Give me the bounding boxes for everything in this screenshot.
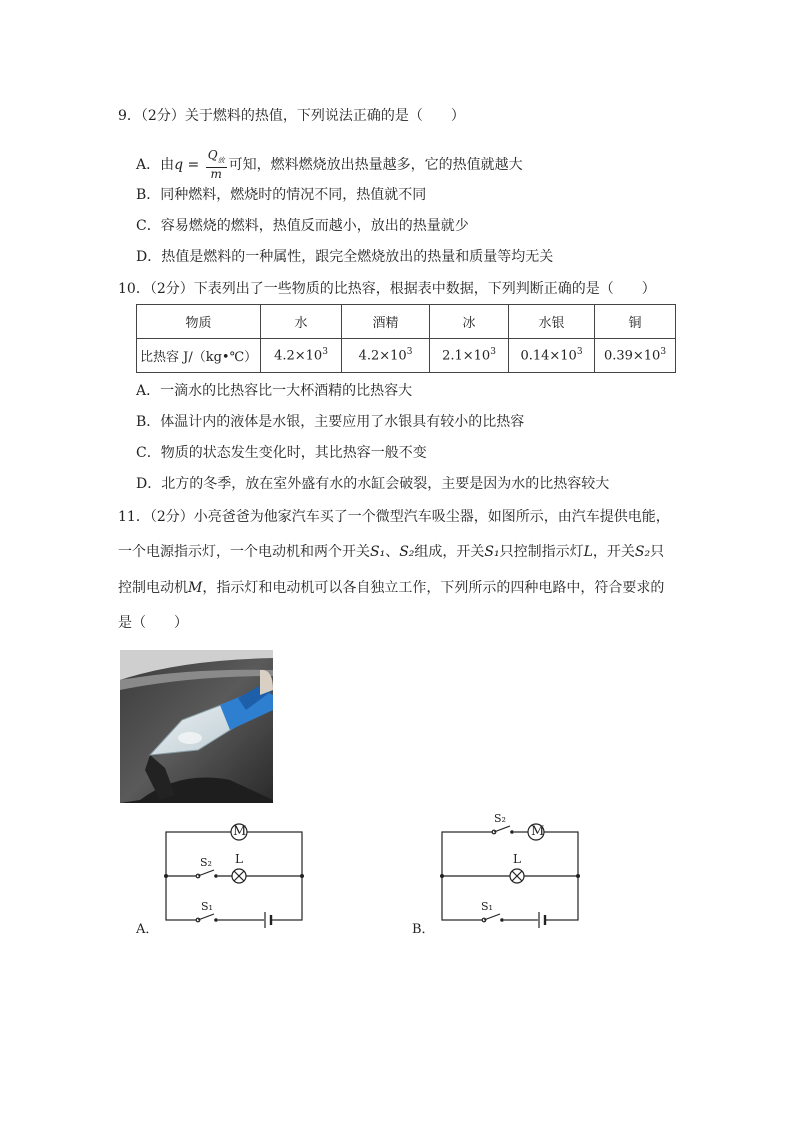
circuit-diagram-b xyxy=(436,818,586,934)
table-header-cell: 水 xyxy=(261,305,342,339)
q10-option-b: B．体温计内的液体是水银，主要应用了水银具有较小的比热容 xyxy=(136,414,525,430)
q9-option-c: C．容易燃烧的燃料，热值反而越小，放出的热量就少 xyxy=(136,218,469,234)
q9-stem: 9．（2分）关于燃料的热值，下列说法正确的是（ ） xyxy=(118,108,465,124)
circuit-a-lamp-label: L xyxy=(235,852,243,866)
circuit-a-s1-label: S₁ xyxy=(201,900,213,913)
q9-option-d: D．热值是燃料的一种属性，跟完全燃烧放出的热量和质量等均无关 xyxy=(136,249,554,265)
q9-option-b: B．同种燃料，燃烧时的情况不同，热值就不同 xyxy=(136,187,427,203)
q11-line-1: 11．（2分）小亮爸爸为他家汽车买了一个微型汽车吸尘器，如图所示，由汽车提供电能， xyxy=(118,509,670,525)
table-header-cell: 水银 xyxy=(509,305,595,339)
table-cell: $4.2\times 10^3$ xyxy=(342,339,430,373)
circuit-a-s2-label: S₂ xyxy=(200,856,212,869)
specific-heat-table xyxy=(136,304,676,373)
table-header-cell: 铜 xyxy=(595,305,676,339)
q11-line-4: 是（ ） xyxy=(118,615,188,631)
table-header-row xyxy=(137,305,676,339)
option-a-label: A． xyxy=(136,922,159,937)
q10-option-d: D．北方的冬季，放在室外盛有水的水缸会破裂，主要是因为水的比热容较大 xyxy=(136,476,610,492)
circuit-b-s2-label: S₂ xyxy=(494,812,506,825)
table-cell: $0.14\times 10^3$ xyxy=(509,339,595,373)
table-header-cell: 物质 xyxy=(137,305,261,339)
car-vacuum-photo xyxy=(120,650,273,803)
table-header-cell: 冰 xyxy=(430,305,509,339)
option-b-label: B． xyxy=(412,922,435,937)
q11-line-2: 一个电源指示灯，一个电动机和两个开关S₁、S₂组成，开关S₁只控制指示灯L，开关S₂只 xyxy=(118,544,665,560)
table-cell: $4.2\times 10^3$ xyxy=(261,339,342,373)
q10-option-c: C．物质的状态发生变化时，其比热容一般不变 xyxy=(136,445,427,461)
table-row xyxy=(137,339,676,373)
q11-line-3: 控制电动机M，指示灯和电动机可以各自独立工作，下列所示的四种电路中，符合要求的 xyxy=(118,580,665,596)
table-header-cell: 酒精 xyxy=(342,305,430,339)
circuit-b-lamp-label: L xyxy=(513,852,521,866)
q9-option-a: A．由q = $\frac{Q_放}{m}$ 可知，燃料燃烧放出热量越多，它的热值就越大 xyxy=(136,148,523,182)
circuit-a-motor-label: M xyxy=(233,824,247,839)
table-cell: $2.1\times 10^3$ xyxy=(430,339,509,373)
table-row-label: 比热容 J/（kg•℃） xyxy=(137,339,261,373)
q10-stem: 10．（2分）下表列出了一些物质的比热容，根据表中数据，下列判断正确的是（ ） xyxy=(118,281,656,297)
table-cell: $0.39\times 10^3$ xyxy=(595,339,676,373)
circuit-b-s1-label: S₁ xyxy=(481,900,493,913)
fraction: $\frac{Q_放}{m}$ xyxy=(207,148,225,182)
q10-option-a: A．一滴水的比热容比一大杯酒精的比热容大 xyxy=(136,383,413,399)
circuit-b-motor-label: M xyxy=(531,824,545,839)
